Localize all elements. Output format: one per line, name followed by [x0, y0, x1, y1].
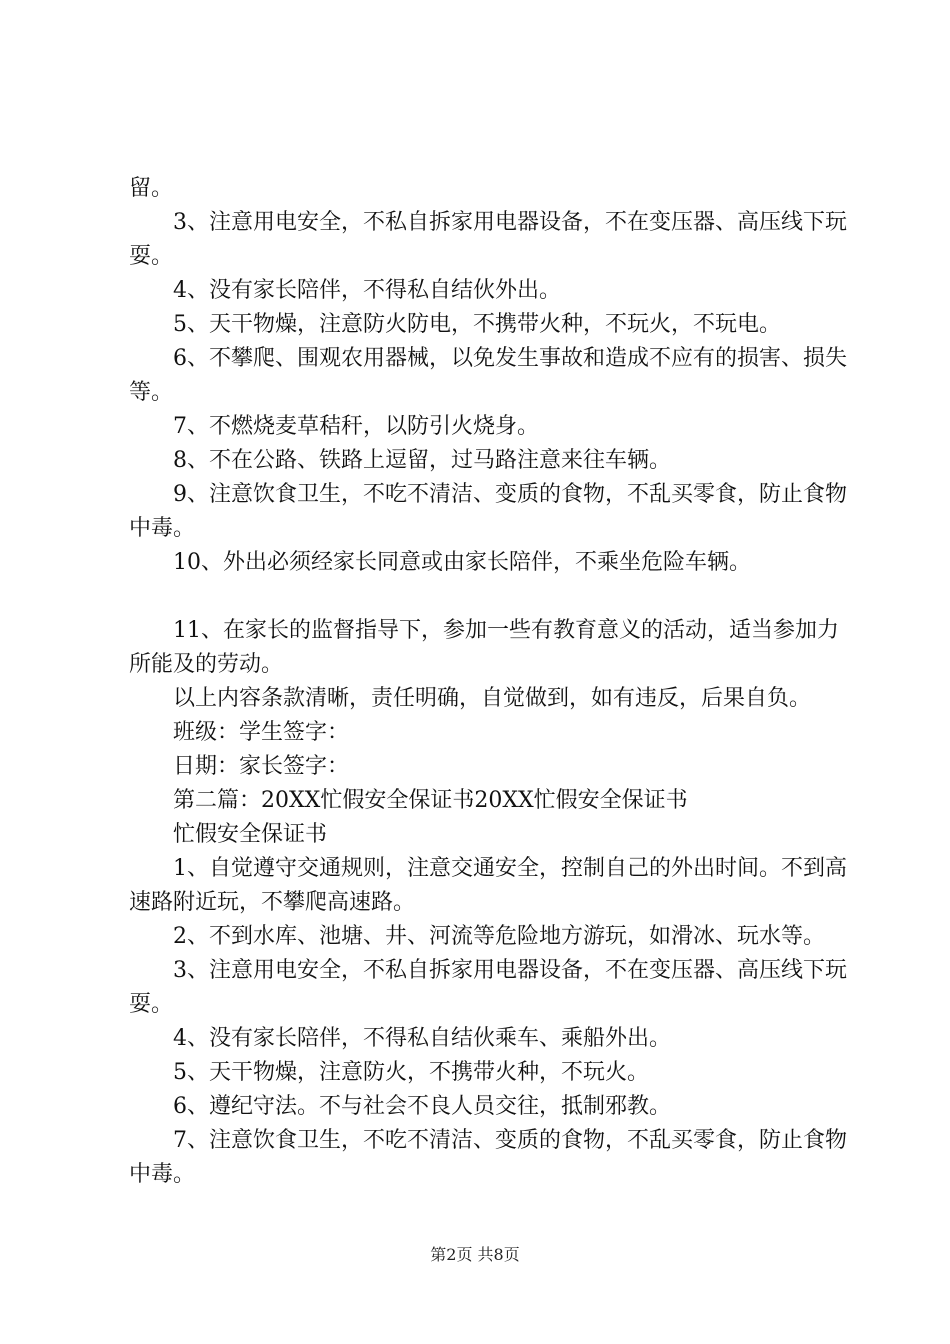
document-body: [129, 172, 849, 1192]
page-number-label: 第2页 共8页: [430, 1245, 520, 1264]
paragraph: 6、遵纪守法。不与社会不良人员交往，抵制邪教。: [173, 1094, 671, 1119]
paragraph: 5、天干物燥，注意防火防电，不携带火种，不玩火，不玩电。: [173, 312, 781, 337]
paragraph-spacer: [129, 580, 849, 614]
paragraph: 7、不燃烧麦草秸秆，以防引火烧身。: [173, 414, 539, 439]
paragraph: 以上内容条款清晰，责任明确，自觉做到，如有违反，后果自负。: [173, 686, 812, 711]
paragraph: 11、在家长的监督指导下，参加一些有教育意义的活动，适当参加力所能及的劳动。: [129, 618, 839, 677]
paragraph: 2、不到水库、池塘、井、河流等危险地方游玩，如滑冰、玩水等。: [173, 924, 825, 949]
paragraph: 6、不攀爬、围观农用器械，以免发生事故和造成不应有的损害、损失等。: [129, 346, 847, 405]
section-heading: 第二篇：20XX忙假安全保证书20XX忙假安全保证书: [173, 788, 688, 813]
paragraph: 留。: [129, 176, 174, 201]
signature-line-class: 班级：学生签字：: [173, 720, 350, 745]
paragraph: 9、注意饮食卫生，不吃不清洁、变质的食物，不乱买零食，防止食物中毒。: [129, 482, 847, 541]
page-footer: [0, 1244, 950, 1266]
paragraph: 5、天干物燥，注意防火，不携带火种，不玩火。: [173, 1060, 649, 1085]
signature-line-date: 日期：家长签字：: [173, 754, 350, 779]
paragraph: 3、注意用电安全，不私自拆家用电器设备，不在变压器、高压线下玩耍。: [129, 958, 847, 1017]
paragraph: 10、外出必须经家长同意或由家长陪伴，不乘坐危险车辆。: [173, 550, 751, 575]
paragraph: 7、注意饮食卫生，不吃不清洁、变质的食物，不乱买零食，防止食物中毒。: [129, 1128, 847, 1187]
section-title: 忙假安全保证书: [173, 822, 328, 847]
paragraph: 4、没有家长陪伴，不得私自结伙外出。: [173, 278, 561, 303]
paragraph: 3、注意用电安全，不私自拆家用电器设备，不在变压器、高压线下玩耍。: [129, 210, 847, 269]
paragraph: 8、不在公路、铁路上逗留，过马路注意来往车辆。: [173, 448, 671, 473]
paragraph: 1、自觉遵守交通规则，注意交通安全，控制自己的外出时间。不到高速路附近玩，不攀爬高速路。: [129, 856, 847, 915]
paragraph: 4、没有家长陪伴，不得私自结伙乘车、乘船外出。: [173, 1026, 671, 1051]
